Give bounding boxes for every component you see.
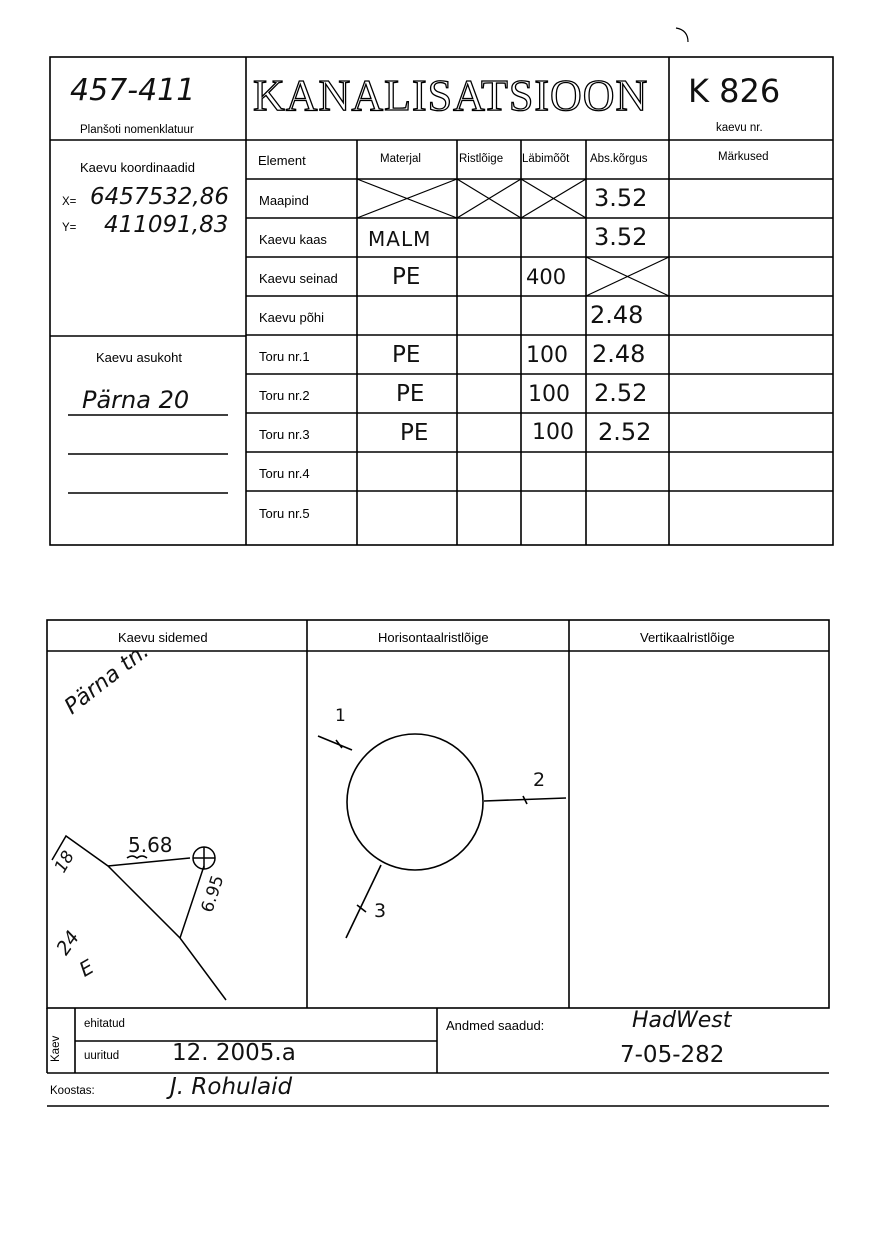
col-header-abs-korgus: Abs.kõrgus	[590, 153, 648, 165]
col-title-vertical-section: Vertikaalristlõige	[640, 630, 735, 645]
row-materjal: PE	[392, 342, 421, 368]
well-number-label: kaevu nr.	[716, 122, 763, 134]
house-letter: E	[74, 954, 98, 982]
house-number-24: 24	[52, 926, 85, 960]
row-labimoot: 100	[528, 382, 570, 407]
connections-sketch	[52, 836, 226, 1000]
row-element: Kaevu kaas	[259, 232, 327, 247]
well-side-label: Kaev	[50, 1035, 62, 1062]
lower-form-border	[47, 620, 829, 1008]
compiled-by-value: J. Rohulaid	[170, 1074, 293, 1100]
distance-label-2: 6.95	[197, 872, 229, 916]
coordinates-label: Kaevu koordinaadid	[80, 160, 195, 175]
x-coordinate: 6457532,86	[90, 184, 230, 210]
row-element: Kaevu seinad	[259, 271, 338, 286]
row-abs: 3.52	[594, 184, 648, 212]
nomenclature-label: Planšoti nomenklatuur	[80, 124, 194, 136]
well-circle	[347, 734, 483, 870]
row-materjal: PE	[392, 264, 421, 290]
street-label: Pärna tn.	[60, 638, 155, 720]
location-value: Pärna 20	[82, 386, 190, 414]
data-source-value: HadWest	[632, 1008, 732, 1033]
y-coordinate: 411091,83	[104, 212, 229, 238]
pipe-label-2: 2	[533, 769, 546, 791]
built-label: ehitatud	[84, 1018, 125, 1030]
x-prefix: X=	[62, 196, 77, 208]
row-abs: 2.52	[594, 379, 648, 407]
well-number-value: K 826	[688, 72, 781, 110]
house-number-18: 18	[50, 847, 79, 877]
row-materjal: PE	[400, 420, 429, 446]
row-abs: 2.48	[590, 301, 644, 329]
compiled-by-label: Koostas:	[50, 1085, 95, 1097]
row-labimoot: 100	[532, 420, 574, 445]
row-element: Maapind	[259, 193, 309, 208]
col-header-ristloige: Ristlõige	[459, 153, 504, 165]
col-header-materjal: Materjal	[380, 153, 421, 165]
data-source-label: Andmed saadud:	[446, 1018, 545, 1033]
col-header-labimoot: Läbimõõt	[522, 153, 570, 165]
horizontal-section-sketch	[318, 734, 566, 938]
row-element: Toru nr.1	[259, 349, 310, 364]
row-abs: 2.52	[598, 418, 652, 446]
y-prefix: Y=	[62, 222, 77, 234]
row-materjal: MALM	[368, 227, 432, 251]
surveyed-label: uuritud	[84, 1050, 120, 1062]
row-element: Toru nr.5	[259, 506, 310, 521]
page-title: KANALISATSIOON	[253, 71, 649, 120]
row-abs: 2.48	[592, 340, 646, 368]
surveyed-value: 12. 2005.a	[172, 1040, 296, 1066]
nomenclature-value: 457-411	[70, 73, 196, 108]
data-source-code: 7-05-282	[620, 1042, 725, 1068]
col-header-markused: Märkused	[718, 151, 769, 163]
row-labimoot: 400	[526, 265, 567, 289]
row-materjal: PE	[396, 381, 425, 407]
col-title-connections: Kaevu sidemed	[118, 630, 208, 645]
row-element: Toru nr.4	[259, 466, 310, 481]
row-abs: 3.52	[594, 223, 648, 251]
row-labimoot: 100	[526, 343, 568, 368]
distance-label-1: 5.68	[128, 833, 173, 857]
pipe-label-1: 1	[335, 706, 346, 726]
pipe-label-3: 3	[374, 900, 387, 922]
row-element: Kaevu põhi	[259, 310, 325, 325]
col-title-horizontal-section: Horisontaalristlõige	[378, 630, 489, 645]
col-header-element: Element	[258, 153, 306, 168]
row-element: Toru nr.2	[259, 388, 310, 403]
row-element: Toru nr.3	[259, 427, 310, 442]
location-label: Kaevu asukoht	[96, 350, 183, 365]
